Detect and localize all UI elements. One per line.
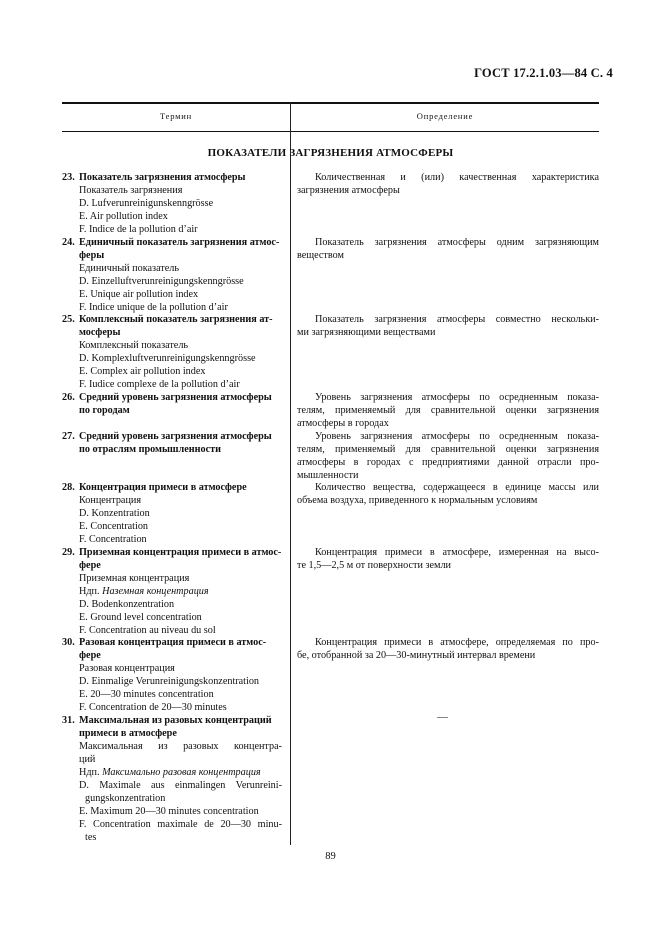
term-number: 25. [62,314,75,325]
term-english: E. Air pollution index [79,211,168,222]
definition-25 [297,313,599,339]
term-french: F. Indice unique de la pollution d’air [79,302,228,313]
term-synonym: Разовая концентрация [79,663,175,674]
term-title-cont: по городам [79,405,130,416]
term-french: F. Concentration maximale de 20—30 minu- [79,819,282,830]
term-entry-24 [62,236,282,314]
definition-line: бе, отобранной за 20—30-минутный интервал времени [297,650,536,661]
definition-line: Количество вещества, содержащееся в единице массы или [315,482,599,493]
term-title-cont: феры [79,250,105,261]
term-english: E. Complex air pollution index [79,366,206,377]
definition-line: Показатель загрязнения атмосферы совместно нескольки- [315,314,599,325]
term-title-cont: по отраслям промышленности [79,444,221,455]
definition-line: Концентрация примеси в атмосфере, определяемая по про- [315,637,599,648]
definition-line: Уровень загрязнения атмосферы по осредненным показа- [315,392,599,403]
column-header-definition: Определение [416,111,474,121]
term-number: 28. [62,482,75,493]
definition-28 [297,481,599,507]
term-english: E. Concentration [79,521,149,532]
term-english: E. Ground level concentration [79,612,202,623]
term-title: Разовая концентрация примеси в атмос- [79,637,267,648]
term-synonym: Максимальная из разовых концентра- [79,741,282,752]
term-english: E. Unique air pollution index [79,289,199,300]
table-header-rule [62,131,599,132]
term-french: F. Concentration au niveau du sol [79,625,216,636]
definition-27 [297,430,599,482]
term-title-cont: мосферы [79,327,121,338]
term-synonym: Показатель загрязнения [79,185,183,196]
term-title: Единичный показатель загрязнения атмос- [79,237,280,248]
definition-line: Количественная и (или) качественная характеристика [315,172,599,183]
term-title-cont: фере [79,650,101,661]
term-german-cont: gungskonzentration [85,793,166,804]
term-german: D. Bodenkonzentration [79,599,175,610]
deprecated-prefix: Ндп. [79,586,103,597]
definition-line: те 1,5—2,5 м от поверхности земли [297,560,451,571]
table-top-rule [62,102,599,104]
term-german: D. Komplexluftverunreinigungskenngrösse [79,353,256,364]
column-divider [290,102,291,845]
term-title: Концентрация примеси в атмосфере [79,482,247,493]
term-entry-31 [62,714,282,844]
definition-line: атмосферы в городах [297,418,389,429]
term-title-cont: фере [79,560,101,571]
term-french: F. Concentration de 20—30 minutes [79,702,227,713]
definition-29 [297,546,599,572]
definition-line: ми загрязняющими веществами [297,327,436,338]
section-title: ПОКАЗАТЕЛИ ЗАГРЯЗНЕНИЯ АТМОСФЕРЫ [207,147,454,159]
term-entry-23 [62,171,282,236]
term-german: D. Konzentration [79,508,150,519]
term-title: Комплексный показатель загрязнения ат- [79,314,273,325]
term-title: Средний уровень загрязнения атмосферы [79,431,272,442]
term-number: 24. [62,237,75,248]
term-french: F. Iudice complexe de la pollution d’air [79,379,240,390]
definition-24 [297,236,599,262]
term-entry-26 [62,391,282,417]
term-number: 27. [62,431,75,442]
definition-line: объема воздуха, приведенного к нормальным условиям [297,495,538,506]
definition-23 [297,171,599,197]
term-entry-29 [62,546,282,637]
term-number: 30. [62,637,75,648]
definition-line: мышленности [297,470,359,481]
term-synonym: Концентрация [79,495,142,506]
term-synonym: Комплексный показатель [79,340,189,351]
term-number: 23. [62,172,75,183]
term-title: Показатель загрязнения атмосферы [79,172,246,183]
term-number: 31. [62,715,75,726]
term-french: F. Concentration [79,534,147,545]
term-german: D. Einmalige Verunreinigungskonzentration [79,676,260,687]
term-english: E. Maximum 20—30 minutes concentration [79,806,259,817]
term-entry-28 [62,481,282,546]
deprecated-term: Максимально разовая концентрация [102,767,261,778]
definition-line: атмосферы в городах с предприятиями данной отрасли про- [297,457,599,468]
term-deprecated [62,766,282,779]
definition-line: Концентрация примеси в атмосфере, измеренная на высо- [315,547,599,558]
deprecated-prefix: Ндп. [79,767,103,778]
definition-line: Показатель загрязнения атмосферы одним загрязняющим [315,237,599,248]
definition-26 [297,391,599,430]
term-number: 29. [62,547,75,558]
column-header-term: Термин [159,111,193,121]
term-synonym-cont: ций [79,754,96,765]
term-french: F. Indice de la pollution d’air [79,224,198,235]
definition-line: телям, применяемый для сравнительной оценки загрязнения [297,405,599,416]
definition-31-dash: — [437,711,448,723]
term-german: D. Einzelluftverunreinigungskenngrösse [79,276,244,287]
term-title: Максимальная из разовых концентраций [79,715,272,726]
term-deprecated [62,585,282,598]
deprecated-term: Наземная концентрация [102,586,209,597]
term-entry-25 [62,313,282,391]
definition-30 [297,636,599,662]
term-title: Приземная концентрация примеси в атмос- [79,547,282,558]
definition-line: Уровень загрязнения атмосферы по осредненным показа- [315,431,599,442]
term-number: 26. [62,392,75,403]
term-german: D. Maximale aus einmalingen Verunreini- [79,780,282,791]
term-french-cont: tes [85,832,97,843]
definition-line: веществом [297,250,344,261]
document-header: ГОСТ 17.2.1.03—84 С. 4 [474,66,613,80]
term-synonym: Приземная концентрация [79,573,190,584]
definition-line: телям, применяемый для сравнительной оценки загрязнения [297,444,599,455]
term-title-cont: примеси в атмосфере [79,728,177,739]
term-synonym: Единичный показатель [79,263,180,274]
term-entry-30 [62,636,282,714]
term-entry-27 [62,430,282,456]
page-number: 89 [325,851,336,862]
term-title: Средний уровень загрязнения атмосферы [79,392,272,403]
term-english: E. 20—30 minutes concentration [79,689,214,700]
term-german: D. Lufverunreinigunskenngrösse [79,198,214,209]
definition-line: загрязнения атмосферы [297,185,400,196]
